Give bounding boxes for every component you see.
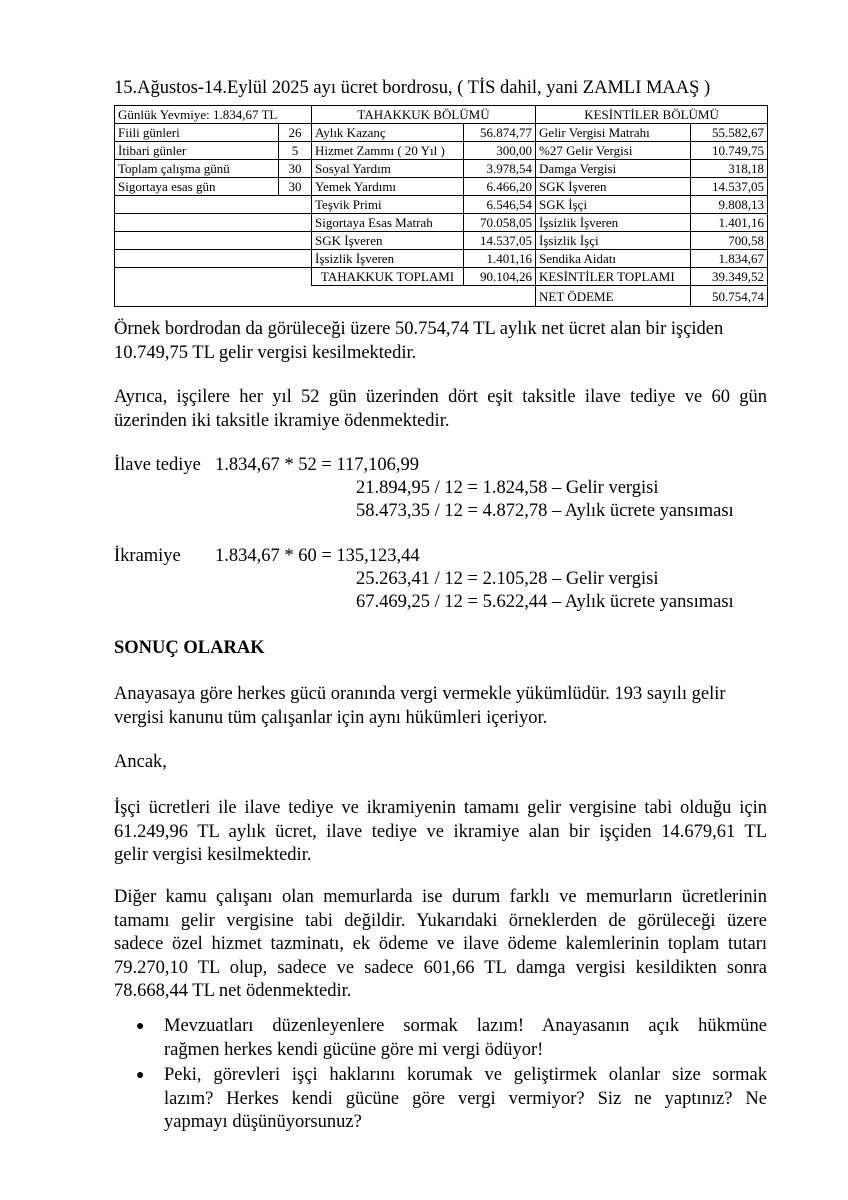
deduction-value: 700,58 [691, 232, 768, 250]
day-value: 5 [279, 142, 312, 160]
ilave-label: İlave tediye [114, 455, 201, 475]
accrual-value: 70.058,05 [464, 214, 536, 232]
deduction-value: 9.808,13 [691, 196, 768, 214]
daily-wage-cell: Günlük Yevmiye: 1.834,67 TL [115, 106, 312, 124]
accrual-label: Sigortaya Esas Matrah [312, 214, 464, 232]
accrual-value: 56.874,77 [464, 124, 536, 142]
payroll-row [115, 160, 768, 178]
payroll-row [115, 250, 768, 268]
day-value: 26 [279, 124, 312, 142]
net-payment-label: NET ÖDEME [536, 286, 691, 307]
day-value [279, 232, 312, 250]
day-label: Sigortaya esas gün [115, 178, 279, 196]
text-line: üzerinden iki taksitle ikramiye ödenmektedir. [114, 410, 450, 431]
paragraph-worker-tax [114, 797, 767, 868]
text-line: Örnek bordrodan da görüleceği üzere 50.754,74 TL aylık net ücret alan bir işçiden [114, 319, 724, 339]
text-line: 78.668,44 TL net ödenmektedir. [114, 981, 352, 1001]
day-label [115, 196, 279, 214]
text-line: 61.249,96 TL aylık ücret, ilave tediye ve ikramiye alan bir işçiden 14.679,61 TL [114, 821, 767, 842]
text-line: tamamı gelir vergisine tabi değildir. Yukarıdaki örneklerden de görüleceği üzere [114, 910, 767, 931]
payroll-title: 15.Ağustos-14.Eylül 2025 ayı ücret bordrosu, ( TİS dahil, yani ZAMLI MAAŞ ) [114, 78, 711, 98]
ikramiye-formula: 1.834,67 * 60 = 135,123,44 [215, 546, 420, 566]
paragraph-net-pay [114, 318, 767, 365]
day-value [279, 250, 312, 268]
text-line: sadece özel hizmet tazminatı, ek ödeme ve ilave ödeme kalemlerinin toplam tutarı [114, 934, 767, 954]
accrual-total-value: 90.104,26 [464, 268, 536, 286]
text-line: İşçi ücretleri ile ilave tediye ve ikramiyenin tamamı gelir vergisine tabi olduğu için [114, 798, 767, 818]
text-line: 10.749,75 TL gelir vergisi kesilmektedir. [114, 342, 417, 363]
accrual-section-header: TAHAKKUK BÖLÜMÜ [312, 106, 536, 124]
payroll-header-row [115, 106, 768, 124]
ilave-formula: 1.834,67 * 52 = 117,106,99 [215, 455, 419, 475]
day-label [115, 250, 279, 268]
text-line: rağmen herkes kendi gücüne göre mi vergi ödüyor! [164, 1039, 544, 1060]
paragraph-bonus [114, 386, 767, 433]
deduction-value: 14.537,05 [691, 178, 768, 196]
deduction-value: 55.582,67 [691, 124, 768, 142]
accrual-label: SGK İşveren [312, 232, 464, 250]
payroll-row [115, 232, 768, 250]
ilave-net: 58.473,35 / 12 = 4.872,78 – Aylık ücrete yansıması [356, 501, 734, 521]
day-label: İtibari günler [115, 142, 279, 160]
list-item [114, 1015, 767, 1062]
deductions-total-label: KESİNTİLER TOPLAMI [536, 268, 691, 286]
deduction-label: Gelir Vergisi Matrahı [536, 124, 691, 142]
text-line: lazım? Herkes kendi gücüne göre vergi vermiyor? Siz ne yaptınız? Ne [164, 1088, 767, 1109]
payroll-net-row [115, 286, 768, 307]
deduction-value: 318,18 [691, 160, 768, 178]
payroll-totals-row [115, 268, 768, 286]
deduction-value: 1.401,16 [691, 214, 768, 232]
accrual-label: Yemek Yardımı [312, 178, 464, 196]
accrual-total-label: TAHAKKUK TOPLAMI [312, 268, 464, 286]
text-line: Diğer kamu çalışanı olan memurlarda ise durum farklı ve memurların ücretlerinin [114, 887, 767, 907]
list-item [114, 1064, 767, 1135]
payroll-table [114, 105, 768, 307]
payroll-row [115, 214, 768, 232]
deduction-label: %27 Gelir Vergisi [536, 142, 691, 160]
bullet-icon: ● [136, 1019, 145, 1034]
day-value [279, 196, 312, 214]
ikramiye-tax: 25.263,41 / 12 = 2.105,28 – Gelir vergisi [356, 569, 659, 589]
ilave-tax: 21.894,95 / 12 = 1.824,58 – Gelir vergisi [356, 478, 659, 498]
accrual-value: 6.466,20 [464, 178, 536, 196]
deductions-section-header: KESİNTİLER BÖLÜMÜ [536, 106, 768, 124]
deduction-label: SGK İşveren [536, 178, 691, 196]
text-line: gelir vergisi kesilmektedir. [114, 845, 312, 865]
day-value [279, 214, 312, 232]
payroll-row [115, 142, 768, 160]
deduction-label: İşsizlik İşveren [536, 214, 691, 232]
text-line: 79.270,10 TL olup, sadece ve sadece 601,66 TL damga vergisi kesildikten sonra [114, 957, 767, 978]
text-line: vergisi kanunu tüm çalışanlar için aynı hükümleri içeriyor. [114, 707, 548, 728]
day-label [115, 232, 279, 250]
paragraph-civil-servants [114, 886, 767, 1004]
day-value: 30 [279, 178, 312, 196]
text-line: Mevzuatları düzenleyenlere sormak lazım! Anayasanın açık hükmüne [164, 1016, 767, 1036]
deduction-value: 10.749,75 [691, 142, 768, 160]
bullet-list [114, 1015, 767, 1137]
deduction-label: Damga Vergisi [536, 160, 691, 178]
accrual-value: 6.546,54 [464, 196, 536, 214]
deduction-label: İşsizlik İşçi [536, 232, 691, 250]
accrual-value: 300,00 [464, 142, 536, 160]
text-line: Anayasaya göre herkes gücü oranında vergi vermekle yükümlüdür. 193 sayılı gelir [114, 684, 726, 704]
day-label [115, 214, 279, 232]
payroll-row [115, 196, 768, 214]
accrual-label: İşsizlik İşveren [312, 250, 464, 268]
text-line: Peki, görevleri işçi haklarını korumak ve geliştirmek olanlar size sormak [164, 1065, 767, 1085]
ikramiye-net: 67.469,25 / 12 = 5.622,44 – Aylık ücrete yansıması [356, 592, 734, 612]
accrual-label: Teşvik Primi [312, 196, 464, 214]
accrual-value: 1.401,16 [464, 250, 536, 268]
deductions-total-value: 39.349,52 [691, 268, 768, 286]
accrual-label: Sosyal Yardım [312, 160, 464, 178]
accrual-label: Hizmet Zammı ( 20 Yıl ) [312, 142, 464, 160]
paragraph-constitution [114, 683, 767, 730]
day-label: Toplam çalışma günü [115, 160, 279, 178]
deduction-label: SGK İşçi [536, 196, 691, 214]
paragraph-however: Ancak, [114, 752, 167, 772]
text-line: yapmayı düşünüyorsunuz? [164, 1112, 362, 1132]
deduction-label: Sendika Aidatı [536, 250, 691, 268]
accrual-value: 14.537,05 [464, 232, 536, 250]
accrual-value: 3.978,54 [464, 160, 536, 178]
ikramiye-label: İkramiye [114, 546, 181, 566]
day-value: 30 [279, 160, 312, 178]
day-label: Fiili günleri [115, 124, 279, 142]
net-payment-value: 50.754,74 [691, 286, 768, 307]
bullet-icon: ● [136, 1068, 145, 1083]
text-line: Ayrıca, işçilere her yıl 52 gün üzerinden dört eşit taksitle ilave tediye ve 60 gün [114, 387, 767, 407]
payroll-row [115, 178, 768, 196]
conclusion-heading: SONUÇ OLARAK [114, 638, 265, 658]
accrual-label: Aylık Kazanç [312, 124, 464, 142]
deduction-value: 1.834,67 [691, 250, 768, 268]
payroll-row [115, 124, 768, 142]
